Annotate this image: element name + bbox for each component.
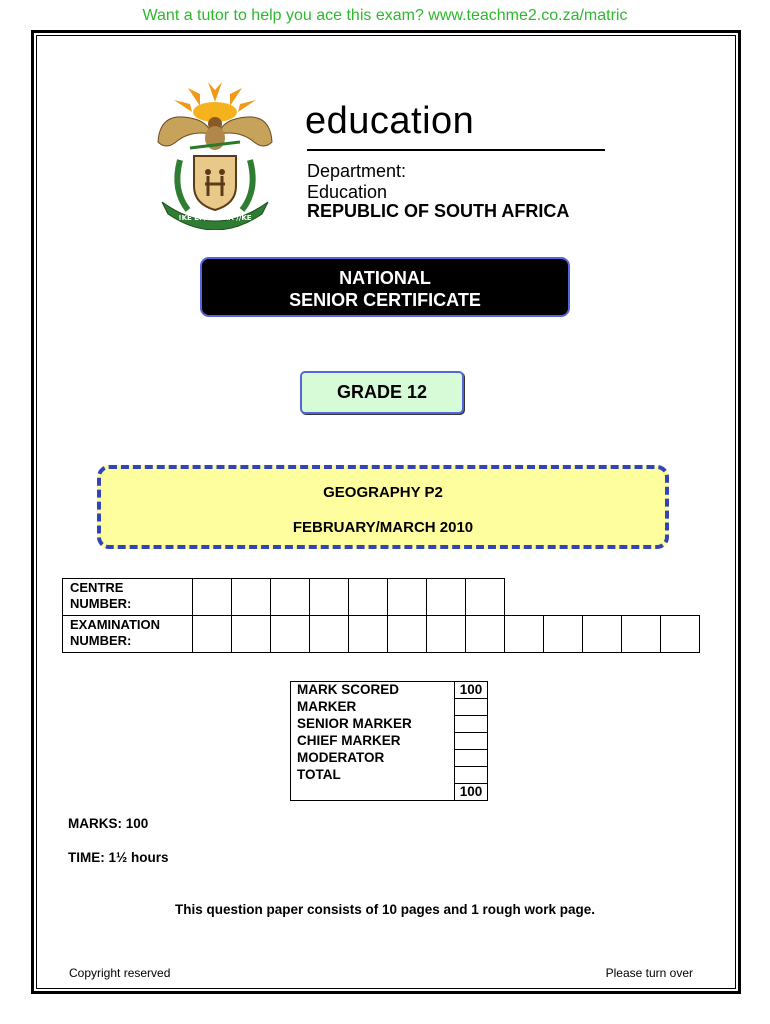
rising-sun-icon xyxy=(174,82,256,122)
department-label: Department: xyxy=(307,161,407,181)
exam-digit-box[interactable] xyxy=(388,616,427,653)
centre-digit-box[interactable] xyxy=(310,579,349,616)
exam-session: FEBRUARY/MARCH 2010 xyxy=(292,519,474,536)
moderator-label: MODERATOR xyxy=(291,750,455,767)
certificate-line-1: NATIONAL xyxy=(339,268,431,288)
exam-digit-box[interactable] xyxy=(349,616,388,653)
grid-spacer xyxy=(505,579,544,616)
grade-box: GRADE 12 xyxy=(300,371,464,414)
table-row xyxy=(291,733,488,750)
exam-label-line-2: NUMBER: xyxy=(70,633,132,648)
examination-number-row xyxy=(63,616,700,653)
exam-digit-box[interactable] xyxy=(310,616,349,653)
exam-digit-box[interactable] xyxy=(583,616,622,653)
country-name: REPUBLIC OF SOUTH AFRICA xyxy=(307,201,570,221)
moderator-cell[interactable] xyxy=(455,750,488,767)
total-spacer xyxy=(291,784,455,801)
total-cell[interactable] xyxy=(455,767,488,784)
exam-digit-box[interactable] xyxy=(505,616,544,653)
copyright-footer: Copyright reserved xyxy=(69,966,171,980)
time-info: TIME: 1½ hours xyxy=(68,850,169,865)
certificate-banner xyxy=(200,257,570,317)
exam-label-line-1: EXAMINATION xyxy=(70,617,161,632)
exam-digit-box[interactable] xyxy=(193,616,232,653)
marker-cell[interactable] xyxy=(455,699,488,716)
table-row xyxy=(291,750,488,767)
candidate-number-grid xyxy=(62,578,700,653)
exam-digit-box[interactable] xyxy=(544,616,583,653)
centre-digit-box[interactable] xyxy=(193,579,232,616)
total-max-value: 100 xyxy=(455,784,488,801)
chief-marker-cell[interactable] xyxy=(455,733,488,750)
page-count-note: This question paper consists of 10 pages and 1 rough work page. xyxy=(174,902,596,917)
mark-scored-value: 100 xyxy=(455,682,488,699)
svg-text:!KE E: /XARRA //KE: !KE E: /XARRA //KE xyxy=(178,214,252,222)
senior-marker-label: SENIOR MARKER xyxy=(291,716,455,733)
mark-scored-label: MARK SCORED xyxy=(291,682,455,699)
exam-digit-box[interactable] xyxy=(232,616,271,653)
chief-marker-label: CHIEF MARKER xyxy=(291,733,455,750)
centre-digit-box[interactable] xyxy=(466,579,505,616)
exam-digit-box[interactable] xyxy=(271,616,310,653)
centre-digit-box[interactable] xyxy=(232,579,271,616)
exam-digit-box[interactable] xyxy=(661,616,700,653)
total-label: TOTAL xyxy=(291,767,455,784)
subject-title: GEOGRAPHY P2 xyxy=(323,484,443,501)
table-row xyxy=(291,784,488,801)
tutor-banner[interactable]: Want a tutor to help you ace this exam? www.teachme2.co.za/matric xyxy=(142,7,628,24)
marks-table xyxy=(290,681,488,801)
exam-digit-box[interactable] xyxy=(622,616,661,653)
certificate-line-2: SENIOR CERTIFICATE xyxy=(289,290,481,310)
centre-number-label xyxy=(63,579,193,616)
centre-digit-box[interactable] xyxy=(271,579,310,616)
table-row xyxy=(291,716,488,733)
centre-digit-box[interactable] xyxy=(388,579,427,616)
table-row xyxy=(291,767,488,784)
centre-label-line-1: CENTRE xyxy=(70,580,124,595)
grid-spacer xyxy=(622,579,661,616)
senior-marker-cell[interactable] xyxy=(455,716,488,733)
table-row xyxy=(291,699,488,716)
centre-label-line-2: NUMBER: xyxy=(70,596,132,611)
grid-spacer xyxy=(583,579,622,616)
sa-coat-of-arms-icon xyxy=(150,80,280,230)
exam-digit-box[interactable] xyxy=(427,616,466,653)
marks-info: MARKS: 100 xyxy=(68,816,149,831)
department-name: Education xyxy=(307,182,388,202)
centre-digit-box[interactable] xyxy=(427,579,466,616)
examination-number-label xyxy=(63,616,193,653)
exam-digit-box[interactable] xyxy=(466,616,505,653)
table-row xyxy=(291,682,488,699)
education-wordmark: education xyxy=(305,100,475,142)
grid-spacer xyxy=(661,579,700,616)
centre-digit-box[interactable] xyxy=(349,579,388,616)
grid-spacer xyxy=(544,579,583,616)
wordmark-rule xyxy=(307,149,605,151)
subject-box xyxy=(97,465,669,549)
centre-number-row xyxy=(63,579,700,616)
marker-label: MARKER xyxy=(291,699,455,716)
turn-over-footer: Please turn over xyxy=(605,966,693,980)
